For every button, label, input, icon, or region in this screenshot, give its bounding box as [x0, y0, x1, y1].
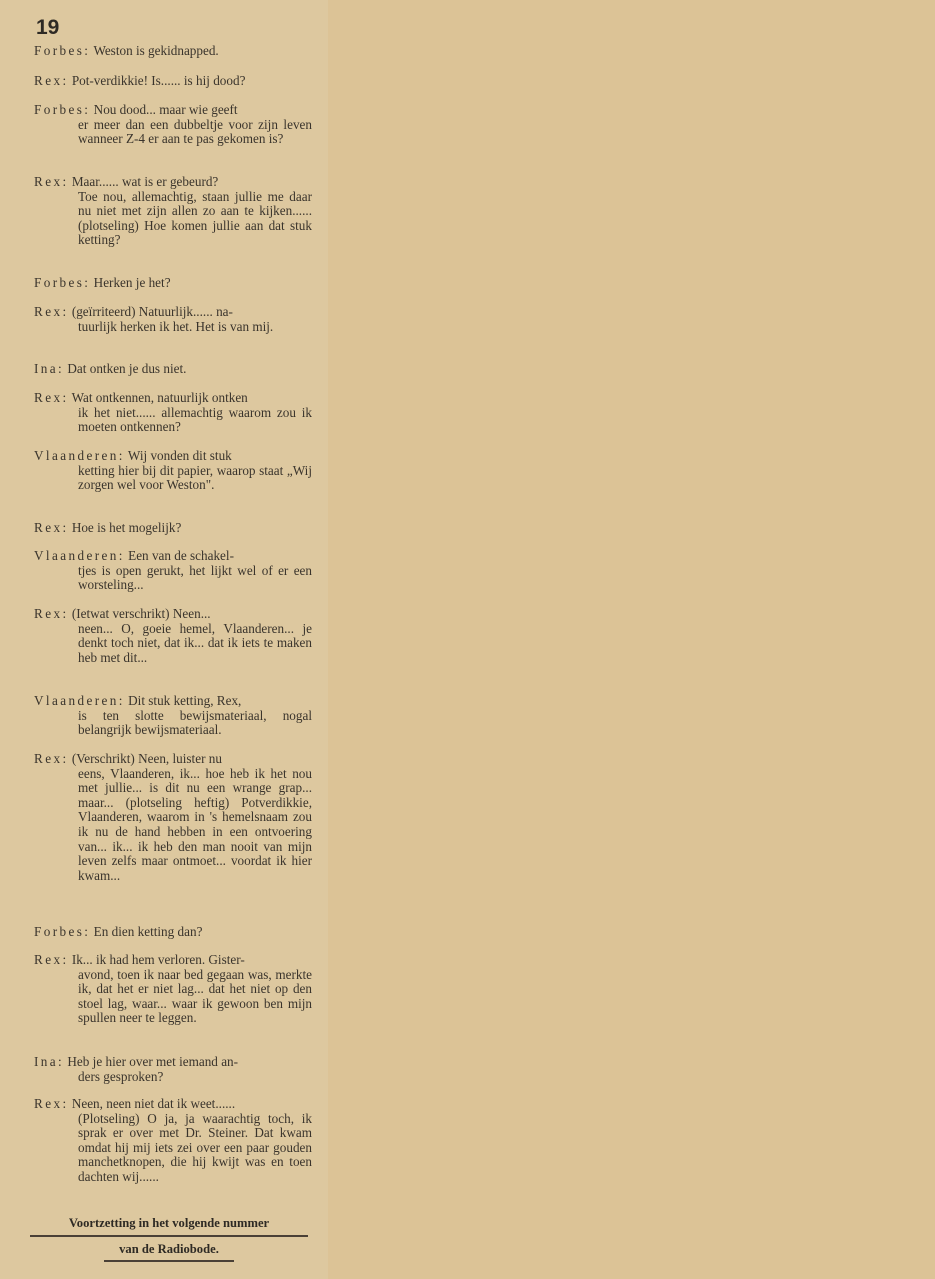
dialogue-text: (Ietwat verschrikt) Neen... [71, 606, 211, 621]
dialogue-text: Wij vonden dit stuk [127, 448, 232, 463]
dialogue-text-continued: ketting hier bij dit papier, waarop staat „Wij zorgen wel voor Weston". [78, 462, 312, 493]
dialogue-entry [34, 521, 312, 536]
dialogue-entry [34, 953, 312, 1026]
speaker: Forbes: [34, 275, 91, 290]
dialogue-text: En dien ketting dan? [93, 924, 203, 939]
dialogue-text: Herken je het? [93, 275, 171, 290]
dialogue-text-continued: ik het niet...... allemachtig waarom zou ik moeten ontkennen? [78, 404, 312, 435]
dialogue-text: Weston is gekidnapped. [93, 43, 219, 58]
dialogue-text: Ik... ik had hem verloren. Gister- [71, 952, 245, 967]
dialogue-text-continued: ders gesproken? [78, 1068, 164, 1084]
speaker: Vlaanderen: [34, 448, 125, 463]
dialogue-entry [34, 276, 312, 291]
speaker: Ina: [34, 361, 65, 376]
speaker: Ina: [34, 1054, 65, 1069]
speaker: Rex: [34, 520, 69, 535]
dialogue-entry [34, 175, 312, 248]
dialogue-entry [34, 74, 312, 89]
dialogue-text: Nou dood... maar wie geeft [93, 102, 238, 117]
dialogue-entry [34, 449, 312, 493]
dialogue-text-continued: avond, toen ik naar bed gegaan was, merkte ik, dat het er niet lag... dat het niet op den stoel lag, waar... waar ik gewoon ben mijn spullen neer te leggen. [78, 966, 312, 1026]
dialogue-entry [34, 549, 312, 593]
dialogue-entry [34, 607, 312, 665]
dialogue-text-continued: Toe nou, allemachtig, staan jullie me daar nu niet met zijn allen zo aan te kijken...... (plotseling) Hoe komen jullie aan dat stuk ketting? [78, 188, 312, 248]
speaker: Rex: [34, 606, 69, 621]
dialogue-entry [34, 103, 312, 147]
dialogue-text: (Verschrikt) Neen, luister nu [71, 751, 222, 766]
divider [30, 1235, 308, 1237]
dialogue-text-continued: is ten slotte bewijsmateriaal, nogal belangrijk bewijsmateriaal. [78, 707, 312, 738]
page-number: 19 [36, 16, 60, 39]
dialogue-text: Neen, neen niet dat ik weet...... [71, 1096, 236, 1111]
dialogue-entry [34, 44, 312, 59]
dialogue-text: Dat ontken je dus niet. [67, 361, 187, 376]
text-column [0, 0, 328, 1279]
dialogue-entry [34, 1055, 312, 1084]
speaker: Rex: [34, 304, 69, 319]
dialogue-entry [34, 1097, 312, 1185]
dialogue-text: Wat ontkennen, natuurlijk ontken [71, 390, 248, 405]
speaker: Rex: [34, 174, 69, 189]
speaker: Rex: [34, 952, 69, 967]
dialogue-text-continued: tjes is open gerukt, het lijkt wel of er een worsteling... [78, 562, 312, 593]
dialogue-entry [34, 391, 312, 435]
dialogue-text-continued: tuurlijk herken ik het. Het is van mij. [78, 318, 274, 334]
dialogue-text-continued: (Plotseling) O ja, ja waarachtig toch, ik sprak er over met Dr. Steiner. Dat kwam omdat hij mij iets zei over een paar gouden manchetknopen, die hij kwijt was en toen dachten wij...... [78, 1110, 312, 1184]
dialogue-text-continued: er meer dan een dubbeltje voor zijn leven wanneer Z-4 er aan te pas gekomen is? [78, 116, 312, 147]
speaker: Vlaanderen: [34, 548, 125, 563]
dialogue-text-continued: eens, Vlaanderen, ik... hoe heb ik het nou met jullie... is dit nu een wrange grap... maar... (plotseling heftig) Potverdikkie, Vlaanderen, waarom in 's hemelsnaam zou ik nu de hand hebben in een ontvoering van... ik... ik heb den man nooit van mijn leven zelfs maar ontmoet... voordat ik hier kwam... [78, 765, 312, 883]
continuation-note: Voortzetting in het volgende nummer [68, 1216, 270, 1230]
dialogue-text: Dit stuk ketting, Rex, [128, 693, 242, 708]
dialogue-text: Pot-verdikkie! Is...... is hij dood? [71, 73, 246, 88]
speaker: Rex: [34, 73, 69, 88]
dialogue-text: Een van de schakel- [128, 548, 234, 563]
speaker: Rex: [34, 1096, 69, 1111]
dialogue-text: (geïrriteerd) Natuurlijk...... na- [71, 304, 233, 319]
speaker: Rex: [34, 390, 69, 405]
divider [104, 1260, 234, 1262]
dialogue-text: Hoe is het mogelijk? [71, 520, 182, 535]
dialogue-entry [34, 925, 312, 940]
dialogue-entry [34, 752, 312, 883]
dialogue-text: Heb je hier over met iemand an- [67, 1054, 239, 1069]
dialogue-entry [34, 694, 312, 738]
speaker: Forbes: [34, 43, 91, 58]
continuation-note-source: van de Radiobode. [119, 1242, 219, 1256]
dialogue-entry [34, 362, 312, 377]
dialogue-text: Maar...... wat is er gebeurd? [71, 174, 219, 189]
speaker: Vlaanderen: [34, 693, 125, 708]
speaker: Forbes: [34, 102, 91, 117]
dialogue-entry [34, 305, 312, 334]
speaker: Rex: [34, 751, 69, 766]
dialogue-text-continued: neen... O, goeie hemel, Vlaanderen... je denkt toch niet, dat ik... dat ik iets te maken heb met dit... [78, 620, 312, 665]
speaker: Forbes: [34, 924, 91, 939]
